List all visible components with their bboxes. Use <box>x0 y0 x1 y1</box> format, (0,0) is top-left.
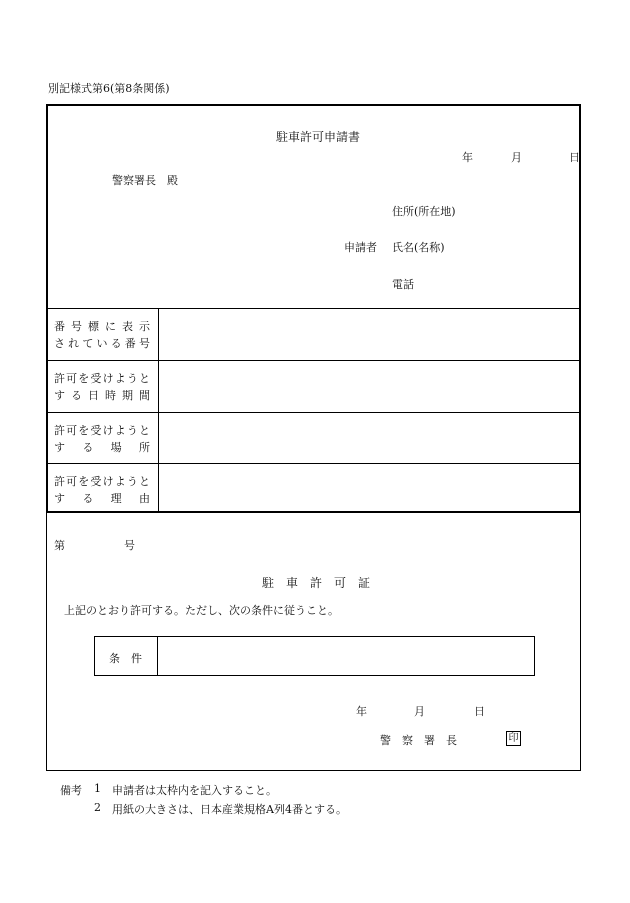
date-month: 月 <box>511 151 522 164</box>
row-label-char: 標 <box>88 320 99 333</box>
row-label-char: て <box>82 337 94 350</box>
row-label-char: 可 <box>66 372 78 385</box>
row-label-char: さ <box>54 337 65 350</box>
row-label-reason <box>54 473 150 507</box>
row-label-char: 受 <box>90 424 102 437</box>
row-label-char: 場 <box>110 441 122 454</box>
row-label-char: よ <box>114 424 126 437</box>
date-year: 年 <box>462 151 473 164</box>
row-label-char: 受 <box>90 475 102 488</box>
row-label-char: 番 <box>124 337 136 350</box>
form-label: 別記様式第6(第8条関係) <box>48 82 170 95</box>
note-number: 1 <box>94 782 101 795</box>
row-label-char: 可 <box>66 475 78 488</box>
condition-label: 条 件 <box>109 652 142 665</box>
note-text: 用紙の大きさは、日本産業規格A列4番とする。 <box>112 803 347 816</box>
row-label-char: う <box>126 424 138 437</box>
row-label-char: に <box>105 320 116 333</box>
row-label-char: 号 <box>71 320 82 333</box>
row-label-char: 番 <box>54 320 65 333</box>
note-number: 2 <box>94 801 101 814</box>
permit-number-suffix: 号 <box>124 539 135 552</box>
applicant-label: 申請者 <box>344 241 377 254</box>
permit-date-month: 月 <box>414 705 425 718</box>
row-label-char: る <box>110 337 122 350</box>
row-label-char: す <box>54 389 65 402</box>
row-label-char: を <box>78 475 90 488</box>
row-label-char: す <box>54 441 65 454</box>
notes-heading: 備考 <box>60 784 82 797</box>
row-label-char: と <box>138 424 150 437</box>
row-label-char: 所 <box>138 441 150 454</box>
row-label-char: す <box>54 492 65 505</box>
row-label-char: 許 <box>54 424 65 437</box>
row-label-char: 表 <box>122 320 133 333</box>
place-field[interactable] <box>159 413 579 462</box>
phone-label: 電話 <box>392 278 414 291</box>
row-label-char: 期 <box>122 389 133 402</box>
plate-number-field[interactable] <box>159 309 579 359</box>
row-label-char: と <box>138 475 150 488</box>
application-frame <box>46 104 581 513</box>
permit-statement: 上記のとおり許可する。ただし、次の条件に従うこと。 <box>64 604 339 617</box>
row-label-char: 可 <box>66 424 78 437</box>
application-title: 駐車許可申請書 <box>276 130 361 144</box>
row-label-char: け <box>102 424 114 437</box>
row-label-char: る <box>82 492 94 505</box>
row-label-char: う <box>126 372 138 385</box>
date-day: 日 <box>569 151 580 164</box>
period-field[interactable] <box>159 361 579 411</box>
addressee: 警察署長 殿 <box>112 174 178 187</box>
name-label: 氏名(名称) <box>392 241 445 254</box>
row-label-char: を <box>78 424 90 437</box>
row-label-char: う <box>126 475 138 488</box>
row-label-char: 由 <box>138 492 150 505</box>
row-label-char: 時 <box>105 389 116 402</box>
row-label-char: け <box>102 475 114 488</box>
permit-date-day: 日 <box>474 705 485 718</box>
row-label-char: 示 <box>139 320 150 333</box>
reason-field[interactable] <box>159 464 579 511</box>
note-text: 申請者は太枠内を記入すること。 <box>112 784 277 797</box>
row-label-char: 許 <box>54 372 65 385</box>
seal-icon: 印 <box>506 731 521 746</box>
row-label-char: を <box>78 372 90 385</box>
condition-field[interactable] <box>158 637 534 675</box>
row-label-char: 受 <box>90 372 102 385</box>
row-label-char: と <box>138 372 150 385</box>
row-label-plate-number <box>54 318 150 352</box>
permit-date-year: 年 <box>356 705 367 718</box>
permit-number-prefix: 第 <box>54 539 65 552</box>
row-label-period <box>54 370 150 404</box>
row-label-place <box>54 422 150 456</box>
row-label-char: 許 <box>54 475 65 488</box>
condition-box <box>94 636 535 676</box>
row-label-char: 間 <box>139 389 150 402</box>
row-label-char: よ <box>114 475 126 488</box>
row-label-char: け <box>102 372 114 385</box>
row-label-char: る <box>71 389 82 402</box>
address-label: 住所(所在地) <box>392 205 456 218</box>
issuer-label: 警 察 署 長 <box>380 734 457 747</box>
row-label-char: 理 <box>110 492 122 505</box>
permit-title: 駐 車 許 可 証 <box>262 576 371 590</box>
row-label-char: れ <box>68 337 80 350</box>
row-label-char: 号 <box>138 337 150 350</box>
row-label-char: よ <box>114 372 126 385</box>
row-label-char: 日 <box>88 389 99 402</box>
row-label-char: い <box>96 337 108 350</box>
row-label-char: る <box>82 441 94 454</box>
